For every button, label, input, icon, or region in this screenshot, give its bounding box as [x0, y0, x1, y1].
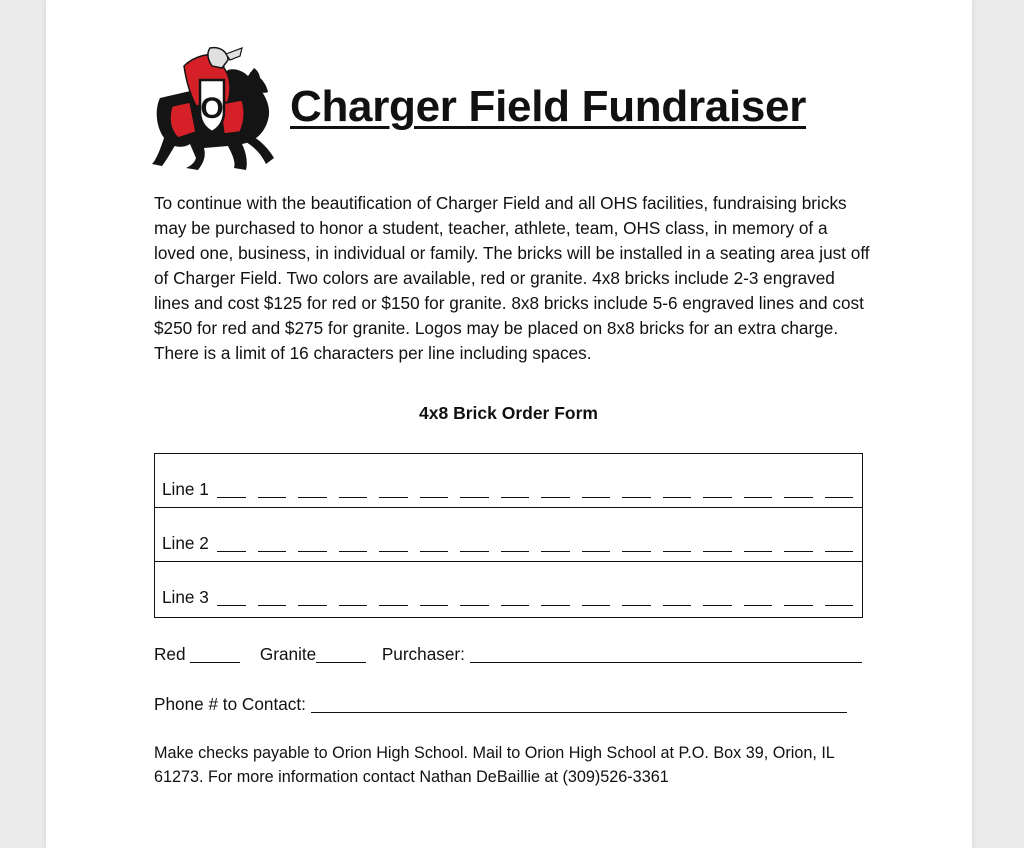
payment-instructions: Make checks payable to Orion High School. Mail to Orion High School at P.O. Box 39, Orion, IL 61273. For more information contact Nathan DeBaillie at (309)526-3361: [154, 744, 835, 786]
document-page: [46, 0, 972, 848]
phone-row: [154, 694, 847, 715]
charger-knight-logo-icon: [150, 46, 276, 174]
character-blanks[interactable]: [217, 497, 853, 498]
character-blanks[interactable]: [217, 605, 853, 606]
engraving-line-label: Line 1: [162, 479, 209, 499]
logo-letter: O: [200, 92, 224, 125]
red-field[interactable]: [190, 661, 240, 663]
engraving-line-label: Line 2: [162, 533, 209, 553]
phone-field[interactable]: [311, 711, 847, 713]
granite-field[interactable]: [316, 661, 366, 663]
color-purchaser-row: [154, 644, 862, 665]
character-blanks[interactable]: [217, 551, 853, 552]
engraving-line-label: Line 3: [162, 587, 209, 607]
engraving-line-row[interactable]: [155, 562, 862, 616]
intro-paragraph: To continue with the beautification of Charger Field and all OHS facilities, fundraising bricks may be purchased to honor a student, teacher, athlete, team, OHS class, in memory of a loved one, business, in individual or family. The bricks will be installed in a seating area just off of Charger Field. Two colors are available, red or granite. 4x8 bricks include 2-3 engraved lines and cost $125 for red or $150 for granite. 8x8 bricks include 5-6 engraved lines and cost $250 for red and $275 for granite. Logos may be placed on 8x8 bricks for an extra charge. There is a limit of 16 characters per line including spaces.: [154, 193, 870, 363]
purchaser-field[interactable]: [470, 661, 862, 663]
purchaser-label: Purchaser:: [381, 644, 465, 664]
red-label: Red: [154, 644, 186, 664]
engraving-line-row[interactable]: [155, 508, 862, 562]
engraving-lines-table: [154, 453, 863, 618]
page-title: Charger Field Fundraiser: [290, 82, 807, 131]
engraving-line-row[interactable]: [155, 454, 862, 508]
granite-label: Granite: [259, 644, 317, 664]
phone-label: Phone # to Contact:: [154, 694, 306, 714]
order-form-title: 4x8 Brick Order Form: [419, 403, 598, 423]
